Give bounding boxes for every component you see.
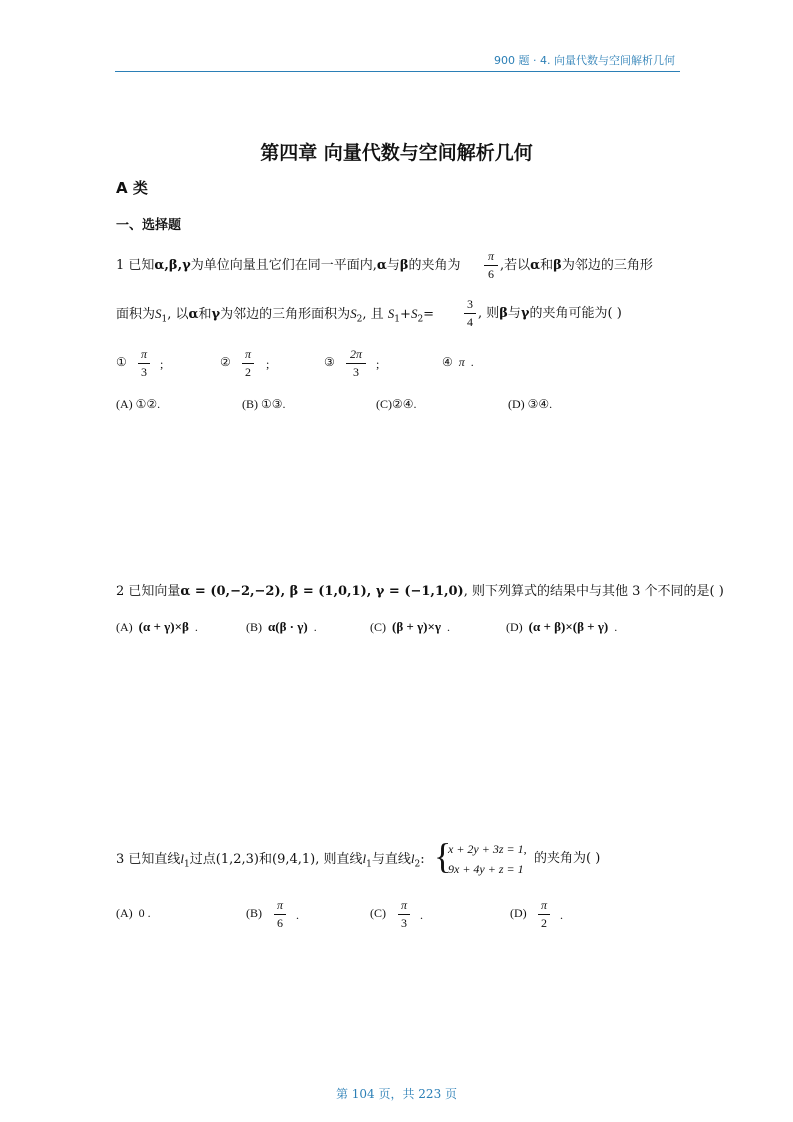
q1-item-3: ③: [324, 355, 335, 369]
q1-frac-34: 3 4: [464, 297, 476, 330]
q1-item-4: ④ π .: [442, 355, 474, 369]
q3-choice-d-frac: π 2: [538, 898, 550, 931]
q2-choice-d: (D) (α + β)×(β + γ) .: [506, 619, 618, 634]
q2-stem: 2 已知向量α = (0,−2,−2), β = (1,0,1), γ = (−1,1,0), 则下列算式的结果中与其他 3 个不同的是( ): [116, 584, 724, 599]
q3-choice-d-end: .: [560, 908, 563, 922]
q1-line-1-tail: ,若以α和β为邻边的三角形: [500, 258, 653, 273]
q1-item-1-frac: π 3: [138, 347, 150, 380]
q1-item-3-end: ;: [376, 357, 380, 371]
q3-eq-1: x + 2y + 3z = 1,: [448, 842, 527, 856]
q1-item-2: ②: [220, 355, 231, 369]
q1-choice-c: (C)②④.: [376, 397, 417, 411]
header-rule: [115, 71, 680, 72]
chapter-title: 第四章 向量代数与空间解析几何: [260, 142, 533, 164]
q3-stem-tail: 的夹角为( ): [534, 851, 601, 866]
q3-choice-b-end: .: [296, 908, 299, 922]
q3-choice-d-label: (D): [510, 906, 527, 920]
section-a-heading: A 类: [116, 179, 148, 197]
running-header: 900 题 · 4. 向量代数与空间解析几何: [494, 54, 675, 67]
page-footer: 第 104 页，共 223 页: [335, 1087, 458, 1101]
q1-item-3-frac: 2π 3: [346, 347, 366, 380]
q2-choice-b: (B) α(β · γ) .: [246, 619, 317, 634]
q3-system-brace: {: [434, 836, 452, 876]
q1-choice-d: (D) ③④.: [508, 397, 553, 411]
section-heading: 一、选择题: [116, 218, 182, 233]
q3-stem: 3 已知直线$l_1$过点(1,2,3)和(9,4,1), 则直线$l_1$与直线$l_2$:: [116, 851, 425, 870]
q1-item-2-frac: π 2: [242, 347, 254, 380]
q3-choice-c-label: (C): [370, 906, 386, 920]
q1-item-1: ①: [116, 355, 127, 369]
q3-choice-c-end: .: [420, 908, 423, 922]
q1-choice-b: (B) ①③.: [242, 397, 286, 411]
q1-item-2-end: ;: [266, 357, 270, 371]
q3-choice-a: (A) 0 .: [116, 906, 151, 920]
q1-choice-a: (A) ①②.: [116, 397, 161, 411]
q2-choice-c: (C) (β + γ)×γ .: [370, 619, 450, 634]
q3-choice-b-frac: π 6: [274, 898, 286, 931]
q1-frac-pi6: π 6: [484, 249, 498, 282]
q1-line-2: 面积为$S_1$, 以α和γ为邻边的三角形面积为$S_2$, 且 $S_1+S_2=$: [116, 306, 435, 325]
q1-line-2-tail: , 则β与γ的夹角可能为( ): [478, 306, 622, 321]
q1-line-1: 1 已知α,β,γ为单位向量且它们在同一平面内,α与β的夹角为: [116, 258, 461, 273]
q2-choice-a: (A) (α + γ)×β .: [116, 619, 198, 634]
q1-item-1-end: ;: [160, 357, 164, 371]
q3-choice-b-label: (B): [246, 906, 262, 920]
q3-eq-2: 9x + 4y + z = 1: [448, 862, 524, 876]
q3-choice-c-frac: π 3: [398, 898, 410, 931]
